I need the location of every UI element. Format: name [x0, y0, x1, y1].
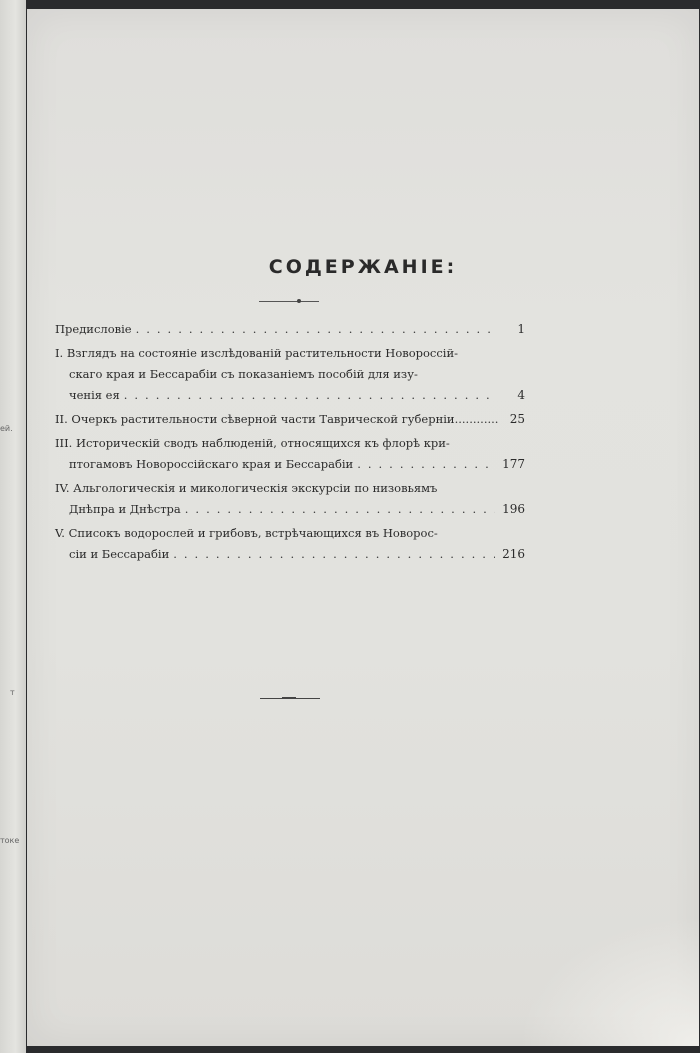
toc-entry [55, 478, 525, 520]
toc-entry-title: скаго края и Бессарабіи съ показаніемъ пособій для изу- [69, 367, 418, 381]
toc-entry-page: 216 [502, 547, 525, 561]
toc-entry [55, 523, 525, 565]
toc-entry [55, 409, 525, 430]
leader-dots [173, 544, 495, 565]
toc-entry-title: IV. Альгологическія и микологическія экскурсіи по низовьямъ [55, 481, 438, 495]
page-corner-highlight [519, 916, 699, 1046]
toc-entry-page: 25 [509, 412, 525, 426]
toc-entry-page: 4 [517, 388, 525, 402]
table-of-contents [55, 319, 525, 568]
leader-dots [124, 385, 495, 406]
leader-dots [136, 319, 495, 340]
end-ornament [260, 697, 320, 700]
toc-entry-title: птогамовъ Новороссійскаго края и Бессарабіи [69, 457, 354, 471]
toc-entry-page: 1 [517, 322, 525, 336]
title-ornament [259, 299, 319, 305]
toc-entry-page: 196 [502, 502, 525, 516]
leader-dots [357, 454, 495, 475]
toc-entry-title: сіи и Бессарабіи [69, 547, 170, 561]
toc-entry-title: V. Списокъ водорослей и грибовъ, встрѣчающихся въ Новорос- [55, 526, 438, 540]
book-page [27, 9, 699, 1046]
adjacent-page-text: токе [0, 836, 20, 845]
toc-entry-title: I. Взглядъ на состояніе изслѣдованій растительности Новороссій- [55, 346, 459, 360]
toc-entry-page: 177 [502, 457, 525, 471]
leader-dots [455, 409, 499, 430]
leader-dots [185, 499, 495, 520]
toc-entry [55, 343, 525, 406]
adjacent-page-text: ей. [0, 424, 13, 433]
toc-entry-title: ченія ея [69, 388, 120, 402]
toc-entry-title: III. Историческій сводъ наблюденій, относящихся къ флорѣ кри- [55, 436, 450, 450]
page-title: СОДЕРЖАНІЕ: [268, 256, 458, 278]
toc-entry [55, 319, 525, 340]
adjacent-page-edge [0, 0, 26, 1053]
toc-entry-title: Днѣпра и Днѣстра [69, 502, 181, 516]
adjacent-page-text: т [10, 688, 15, 697]
toc-entry-title: Предисловіе [55, 322, 132, 336]
toc-entry-title: II. Очеркъ растительности сѣверной части Таврической губерніи [55, 412, 455, 426]
toc-entry [55, 433, 525, 475]
